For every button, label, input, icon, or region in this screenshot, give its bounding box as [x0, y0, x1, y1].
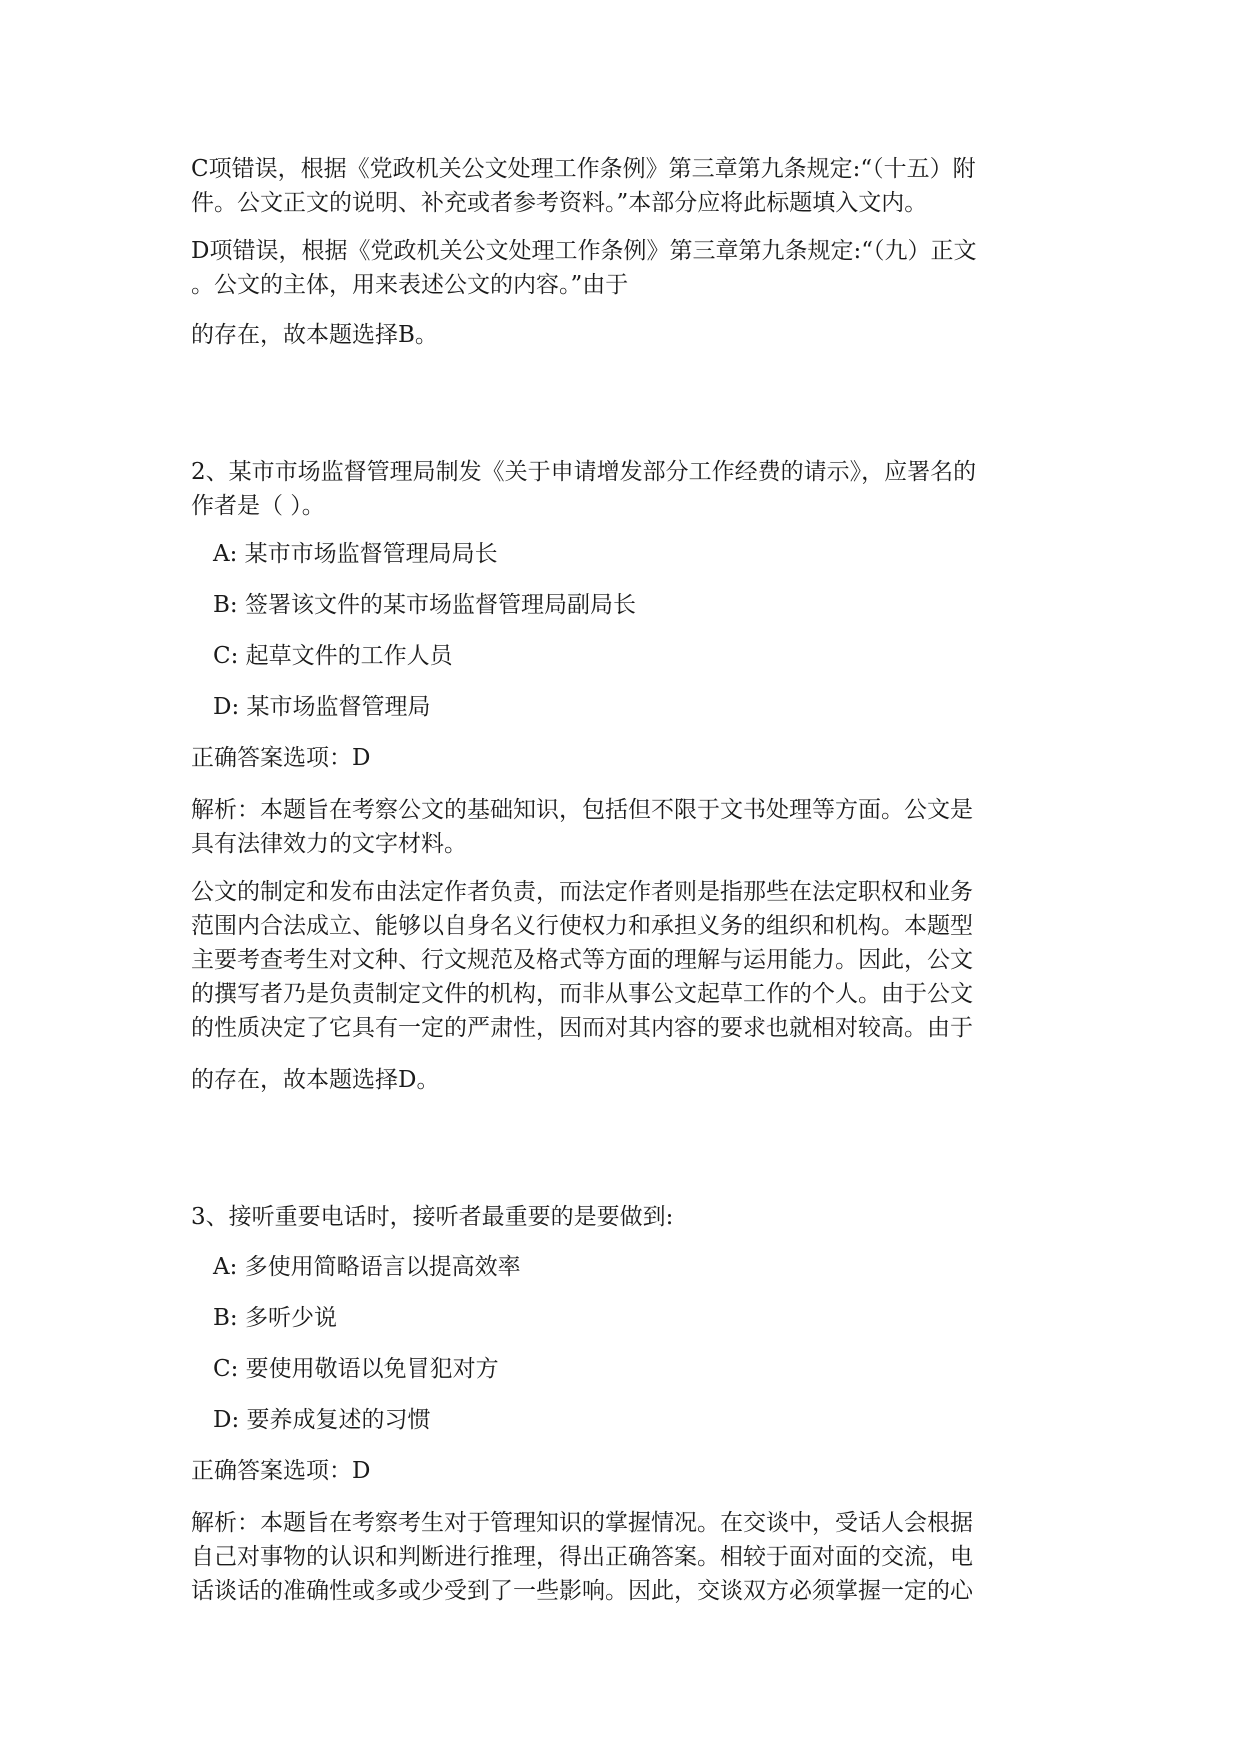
q2-para-line5: 的性质决定了它具有一定的严肃性，因而对其内容的要求也就相对较高。由于 — [191, 1015, 973, 1041]
q2-option-a: A: 某市市场监督管理局局长 — [213, 541, 498, 567]
q3-analysis-line1: 解析：本题旨在考察考生对于管理知识的掌握情况。在交谈中，受话人会根据 — [191, 1510, 973, 1536]
q2-para-line2: 范围内合法成立、能够以自身名义行使权力和承担义务的组织和机构。本题型 — [191, 913, 973, 939]
q3-option-a: A: 多使用简略语言以提高效率 — [213, 1254, 521, 1280]
q2-option-d: D: 某市场监督管理局 — [213, 694, 431, 720]
prev-d-line1: D项错误，根据《党政机关公文处理工作条例》第三章第九条规定:“（九）正文 — [191, 238, 977, 264]
q2-analysis-line2: 具有法律效力的文字材料。 — [191, 831, 467, 857]
q2-para-line1: 公文的制定和发布由法定作者负责，而法定作者则是指那些在法定职权和业务 — [191, 879, 973, 905]
q3-analysis-line3: 话谈话的准确性或多或少受到了一些影响。因此，交谈双方必须掌握一定的心 — [191, 1578, 973, 1604]
q3-answer: 正确答案选项：D — [191, 1458, 371, 1484]
prev-conclusion: 的存在，故本题选择B。 — [191, 322, 438, 348]
q3-option-b: B: 多听少说 — [213, 1305, 337, 1331]
q2-conclusion: 的存在，故本题选择D。 — [191, 1067, 440, 1093]
prev-c-line1: C项错误，根据《党政机关公文处理工作条例》第三章第九条规定:“（十五）附 — [191, 156, 976, 182]
q3-option-d: D: 要养成复述的习惯 — [213, 1407, 431, 1433]
q2-para-line3: 主要考查考生对文种、行文规范及格式等方面的理解与运用能力。因此，公文 — [191, 947, 973, 973]
q3-option-c: C: 要使用敬语以免冒犯对方 — [213, 1356, 499, 1382]
prev-d-line2: 。公文的主体，用来表述公文的内容。”由于 — [191, 272, 629, 298]
q2-para-line4: 的撰写者乃是负责制定文件的机构，而非从事公文起草工作的个人。由于公文 — [191, 981, 973, 1007]
q2-stem-line1: 2、某市市场监督管理局制发《关于申请增发部分工作经费的请示》，应署名的 — [191, 459, 977, 485]
q3-analysis-line2: 自己对事物的认识和判断进行推理，得出正确答案。相较于面对面的交流，电 — [191, 1544, 973, 1570]
q2-analysis-line1: 解析：本题旨在考察公文的基础知识，包括但不限于文书处理等方面。公文是 — [191, 797, 973, 823]
q2-option-c: C: 起草文件的工作人员 — [213, 643, 453, 669]
q2-stem-line2: 作者是（ ）。 — [191, 493, 325, 519]
q2-option-b: B: 签署该文件的某市场监督管理局副局长 — [213, 592, 636, 618]
q2-answer: 正确答案选项：D — [191, 745, 371, 771]
q3-stem: 3、接听重要电话时，接听者最重要的是要做到: — [191, 1204, 674, 1230]
prev-c-line2: 件。公文正文的说明、补充或者参考资料。”本部分应将此标题填入文内。 — [191, 190, 928, 216]
